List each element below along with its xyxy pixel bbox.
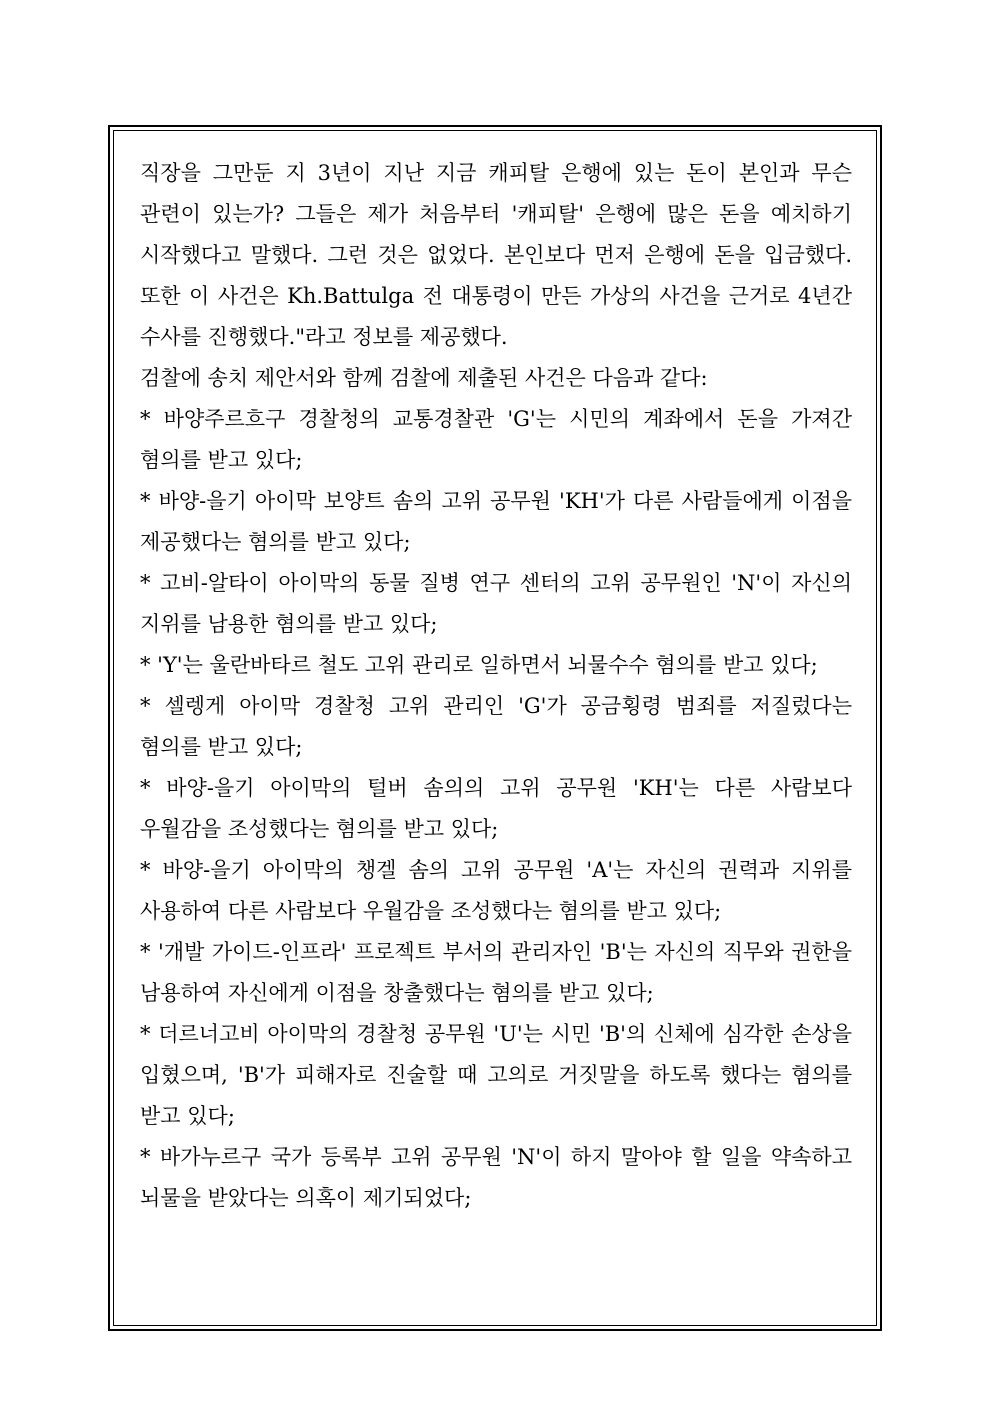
case-item: * 바가누르구 국가 등록부 고위 공무원 'N'이 하지 말아야 할 일을 약속하고 뇌물을 받았다는 의혹이 제기되었다; <box>140 1145 852 1210</box>
case-item: * 바양-을기 아이막의 챙겔 솜의 고위 공무원 'A'는 자신의 권력과 지위를 사용하여 다른 사람보다 우월감을 조성했다는 혐의를 받고 있다; <box>140 858 852 923</box>
document-body <box>140 153 852 1219</box>
case-item: * 바양-을기 아이막의 털버 솜의의 고위 공무원 'KH'는 다른 사람보다 우월감을 조성했다는 혐의를 받고 있다; <box>140 776 852 841</box>
paragraph-intro-quote: 직장을 그만둔 지 3년이 지난 지금 캐피탈 은행에 있는 돈이 본인과 무슨 관련이 있는가? 그들은 제가 처음부터 '캐피탈' 은행에 많은 돈을 예치하기 시작했다고 말했다. 그런 것은 없었다. 본인보다 먼저 은행에 돈을 입금했다. 또한 이 사건은 Kh.Battulga 전 대통령이 만든 가상의 사건을 근거로 4년간 수사를 진행했다."라고 정보를 제공했다. <box>140 161 852 349</box>
case-item: * 바양-을기 아이막 보양트 솜의 고위 공무원 'KH'가 다른 사람들에게 이점을 제공했다는 혐의를 받고 있다; <box>140 489 852 554</box>
case-item: * '개발 가이드-인프라' 프로젝트 부서의 관리자인 'B'는 자신의 직무와 권한을 남용하여 자신에게 이점을 창출했다는 혐의를 받고 있다; <box>140 940 852 1005</box>
case-item: * 셀렝게 아이막 경찰청 고위 관리인 'G'가 공금횡령 범죄를 저질렀다는 혐의를 받고 있다; <box>140 694 852 759</box>
paragraph-cases-intro: 검찰에 송치 제안서와 함께 검찰에 제출된 사건은 다음과 같다: <box>140 366 708 390</box>
case-item: * 더르너고비 아이막의 경찰청 공무원 'U'는 시민 'B'의 신체에 심각한 손상을 입혔으며, 'B'가 피해자로 진술할 때 고의로 거짓말을 하도록 했다는 혐의를 받고 있다; <box>140 1022 852 1128</box>
case-item: * 'Y'는 울란바타르 철도 고위 관리로 일하면서 뇌물수수 혐의를 받고 있다; <box>140 653 818 677</box>
case-item: * 고비-알타이 아이막의 동물 질병 연구 센터의 고위 공무원인 'N'이 자신의 지위를 남용한 혐의를 받고 있다; <box>140 571 852 636</box>
case-item: * 바양주르흐구 경찰청의 교통경찰관 'G'는 시민의 계좌에서 돈을 가져간 혐의를 받고 있다; <box>140 407 852 472</box>
